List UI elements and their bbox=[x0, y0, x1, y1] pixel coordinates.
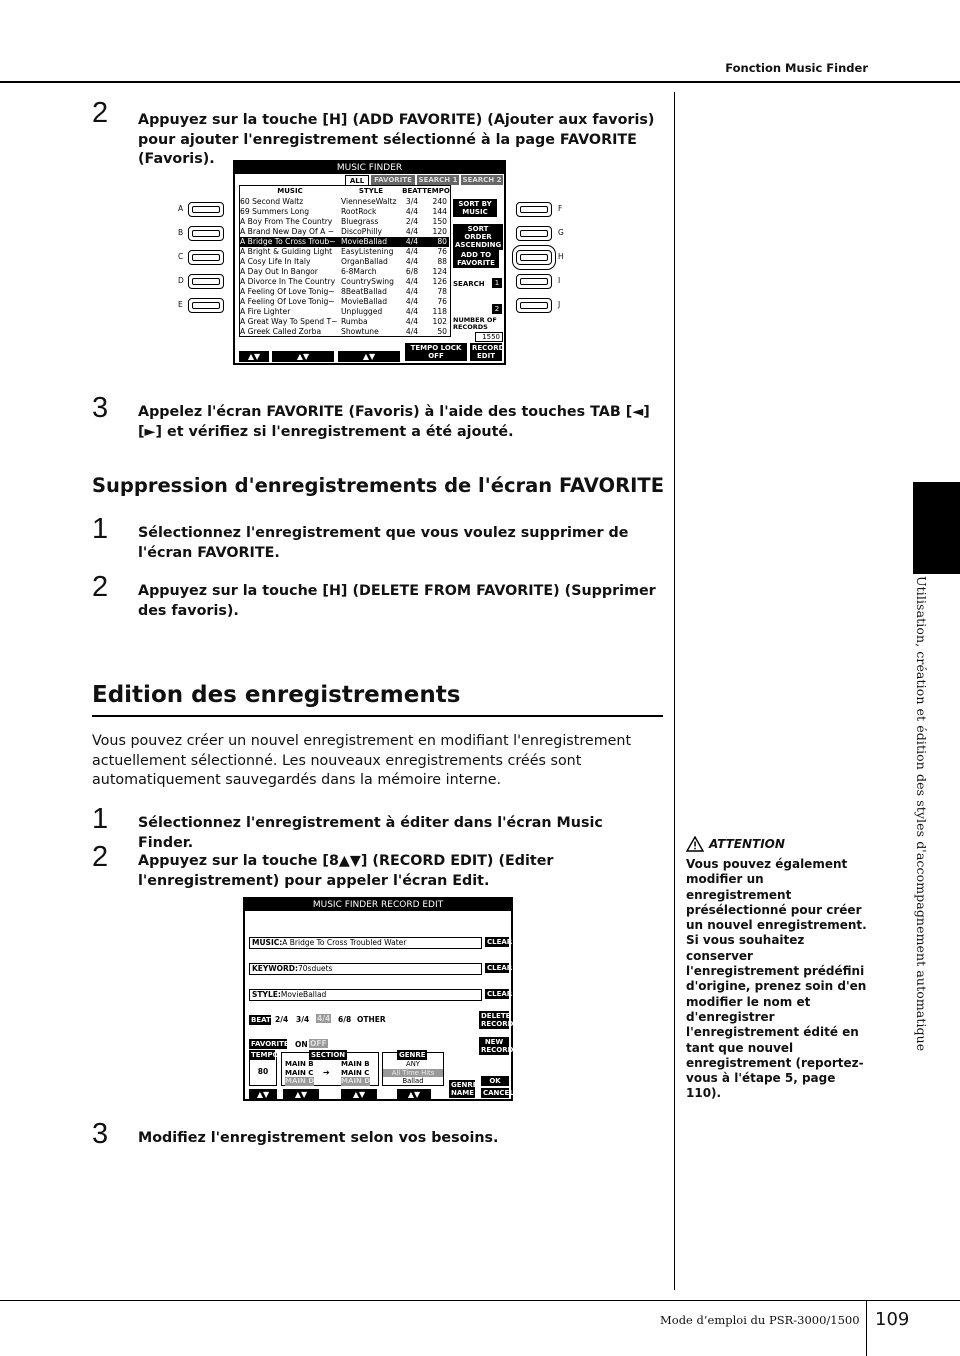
style-cell: RootRock bbox=[341, 207, 377, 216]
style-cell: MovieBallad bbox=[341, 297, 388, 306]
beat-cell: 4/4 bbox=[405, 307, 419, 316]
panel-label-c: C bbox=[178, 252, 184, 261]
style-cell: DiscoPhilly bbox=[341, 227, 382, 236]
genre-list[interactable] bbox=[383, 1060, 443, 1086]
section-from-list[interactable] bbox=[285, 1060, 314, 1086]
list-item[interactable] bbox=[239, 287, 449, 297]
footer-manual-title: Mode d’emploi du PSR-3000/1500 bbox=[660, 1313, 860, 1327]
cancel-button[interactable]: CANCEL bbox=[483, 1089, 514, 1097]
step-text: Modifiez l'enregistrement selon vos besoins. bbox=[138, 1130, 499, 1146]
style-cell: Bluegrass bbox=[341, 217, 379, 226]
tempo-cell: 240 bbox=[432, 197, 447, 206]
keyword-field-value: 70sduets bbox=[298, 964, 333, 973]
add-to-favorite-button[interactable]: ADD TO FAVORITE bbox=[453, 250, 499, 268]
panel-label-d: D bbox=[178, 276, 184, 285]
beat-label: BEAT bbox=[251, 1016, 271, 1024]
music-cell: A Feeling Of Love Tonig~ bbox=[240, 287, 335, 296]
section-from-item[interactable]: MAIN B bbox=[285, 1060, 314, 1068]
panel-label-f: F bbox=[558, 204, 563, 213]
record-edit-button[interactable]: RECORD EDIT bbox=[472, 344, 505, 360]
list-item[interactable] bbox=[239, 227, 449, 237]
section-to-item[interactable]: MAIN B bbox=[341, 1060, 370, 1068]
tempo-cell: 76 bbox=[437, 297, 447, 306]
step-number: 2 bbox=[92, 571, 109, 603]
step-text: Appuyez sur la touche [H] (DELETE FROM FAVORITE) (Supprimer des favoris). bbox=[138, 583, 656, 619]
section-label: SECTION bbox=[311, 1051, 346, 1059]
style-cell: Unplugged bbox=[341, 307, 383, 316]
keyword-field[interactable] bbox=[249, 963, 482, 975]
list-item[interactable] bbox=[239, 237, 449, 247]
column-beat: BEAT bbox=[402, 187, 422, 195]
button-b[interactable] bbox=[188, 226, 224, 241]
beat-cell: 4/4 bbox=[405, 257, 419, 266]
tempo-cell: 78 bbox=[437, 287, 447, 296]
music-cell: A Bridge To Cross Troub~ bbox=[240, 237, 336, 246]
style-field[interactable] bbox=[249, 989, 482, 1001]
footer-divider bbox=[866, 1300, 867, 1356]
beat-cell: 4/4 bbox=[405, 237, 419, 246]
tempo-cell: 144 bbox=[432, 207, 447, 216]
keyword-field-label: KEYWORD: bbox=[252, 964, 299, 973]
button-j[interactable] bbox=[516, 298, 552, 313]
tempo-label: TEMPO bbox=[251, 1051, 279, 1059]
genre-name-button[interactable]: GENRE NAME bbox=[451, 1081, 478, 1097]
tempo-cell: 118 bbox=[432, 307, 447, 316]
step-number: 3 bbox=[92, 392, 109, 424]
beat-cell: 4/4 bbox=[405, 247, 419, 256]
music-field-label: MUSIC: bbox=[252, 938, 283, 947]
step-number: 1 bbox=[92, 803, 109, 835]
music-cell: A Divorce In The Country bbox=[240, 277, 336, 286]
beat-cell: 4/4 bbox=[405, 297, 419, 306]
music-cell: 60 Second Waltz bbox=[240, 197, 304, 206]
new-record-button[interactable]: NEW RECORD bbox=[481, 1038, 514, 1054]
style-cell: 8BeatBallad bbox=[341, 287, 387, 296]
tempo-cell: 88 bbox=[437, 257, 447, 266]
music-cell: A Brand New Day Of A ~ bbox=[240, 227, 335, 236]
section-from-item[interactable]: MAIN C bbox=[285, 1068, 314, 1077]
panel-label-g: G bbox=[558, 228, 564, 237]
tempo-lock-button[interactable]: TEMPO LOCK OFF bbox=[405, 343, 467, 361]
music-finder-panel bbox=[176, 158, 576, 370]
record-edit-screen bbox=[243, 897, 513, 1101]
tab-search-1[interactable]: SEARCH 1 bbox=[418, 176, 458, 184]
beat-cell: 3/4 bbox=[405, 197, 419, 206]
sort-order-button[interactable]: SORT ORDER ASCENDING bbox=[455, 225, 502, 249]
footer-rule bbox=[0, 1300, 960, 1301]
screen-title: MUSIC FINDER RECORD EDIT bbox=[245, 899, 511, 911]
tempo-cell: 102 bbox=[432, 317, 447, 326]
column-style: STYLE bbox=[358, 187, 384, 195]
list-item[interactable] bbox=[239, 267, 449, 277]
list-item[interactable] bbox=[239, 317, 449, 327]
style-field-value: MovieBallad bbox=[280, 990, 327, 999]
genre-scroll-button[interactable]: ▲▼ bbox=[397, 1089, 431, 1100]
section-from-item[interactable]: MAIN D bbox=[285, 1077, 315, 1085]
genre-label: GENRE bbox=[399, 1051, 426, 1059]
list-item[interactable] bbox=[239, 327, 449, 337]
records-label: NUMBER OF RECORDS bbox=[453, 316, 497, 331]
step-text: Appuyez sur la touche [H] (ADD FAVORITE) (Ajouter aux favoris) pour ajouter l'enregistrement sélectionné à la page FAVORITE (Favoris). bbox=[138, 112, 655, 167]
list-item[interactable] bbox=[239, 277, 449, 287]
beat-cell: 4/4 bbox=[405, 317, 419, 326]
beat-3-4[interactable]: 3/4 bbox=[296, 1015, 310, 1024]
music-cell: A Feeling Of Love Tonig~ bbox=[240, 297, 335, 306]
button-i[interactable] bbox=[516, 274, 552, 289]
style-cell: MovieBallad bbox=[341, 237, 388, 246]
genre-item[interactable]: All Time Hits bbox=[383, 1069, 443, 1078]
style-cell: Rumba bbox=[341, 317, 368, 326]
music-cell: 69 Summers Long bbox=[240, 207, 310, 216]
section-to-item[interactable]: MAIN D bbox=[341, 1077, 371, 1085]
button-f[interactable] bbox=[516, 202, 552, 217]
tempo-cell: 120 bbox=[432, 227, 447, 236]
beat-cell: 4/4 bbox=[405, 287, 419, 296]
button-c[interactable] bbox=[188, 250, 224, 265]
section-to-scroll-button[interactable]: ▲▼ bbox=[341, 1089, 377, 1100]
section-from-scroll-button[interactable]: ▲▼ bbox=[283, 1089, 319, 1100]
beat-cell: 4/4 bbox=[405, 227, 419, 236]
beat-other[interactable]: OTHER bbox=[357, 1015, 386, 1024]
tempo-cell: 76 bbox=[437, 247, 447, 256]
clear-keyword-button[interactable]: CLEAR bbox=[487, 964, 513, 972]
step-text: Appuyez sur la touche [8▲▼] (RECORD EDIT) (Editer l'enregistrement) pour appeler l'écran Edit. bbox=[138, 853, 554, 889]
music-cell: A Day Out In Bangor bbox=[240, 267, 318, 276]
beat-cell: 4/4 bbox=[405, 207, 419, 216]
ok-button[interactable]: OK bbox=[481, 1076, 509, 1086]
beat-4-4[interactable]: 4/4 bbox=[317, 1014, 331, 1023]
tab-search-2[interactable]: SEARCH 2 bbox=[462, 176, 502, 184]
delete-record-button[interactable]: DELETE RECORD bbox=[481, 1012, 514, 1028]
music-cell: A Boy From The Country bbox=[240, 217, 333, 226]
step-number: 1 bbox=[92, 513, 109, 545]
step-number: 2 bbox=[92, 97, 109, 129]
chapter-tab bbox=[913, 482, 960, 574]
music-finder-screen bbox=[233, 160, 506, 365]
button-d[interactable] bbox=[188, 274, 224, 289]
section-to-list[interactable] bbox=[341, 1060, 370, 1086]
section-to-item[interactable]: MAIN C bbox=[341, 1068, 370, 1077]
clear-music-button[interactable]: CLEAR bbox=[487, 938, 513, 946]
button-e[interactable] bbox=[188, 298, 224, 313]
step-number: 3 bbox=[92, 1118, 109, 1150]
panel-label-a: A bbox=[178, 204, 184, 213]
tempo-cell: 50 bbox=[437, 327, 447, 336]
search-label: SEARCH bbox=[453, 280, 485, 288]
style-field-label: STYLE: bbox=[252, 990, 281, 999]
panel-label-i: I bbox=[558, 276, 561, 285]
header-rule bbox=[0, 81, 960, 83]
search-2-badge[interactable]: 2 bbox=[492, 304, 502, 314]
clear-style-button[interactable]: CLEAR bbox=[487, 990, 513, 998]
step-number: 2 bbox=[92, 841, 109, 873]
style-cell: VienneseWaltz bbox=[341, 197, 397, 206]
sort-by-button[interactable]: SORT BY MUSIC bbox=[453, 199, 497, 217]
list-item[interactable] bbox=[239, 257, 449, 267]
style-cell: Showtune bbox=[341, 327, 379, 336]
running-header: Fonction Music Finder bbox=[725, 61, 868, 75]
warning-icon bbox=[686, 836, 704, 852]
attention-title bbox=[686, 836, 785, 852]
column-music: MUSIC bbox=[277, 187, 303, 195]
step-text: Sélectionnez l'enregistrement à éditer dans l'écran Music Finder. bbox=[138, 815, 603, 851]
tab-all[interactable]: ALL bbox=[345, 175, 369, 185]
style-cell: CountrySwing bbox=[341, 277, 394, 286]
genre-item[interactable]: Ballad bbox=[402, 1077, 424, 1085]
screen-title: MUSIC FINDER bbox=[235, 162, 504, 174]
list-item[interactable] bbox=[239, 297, 449, 307]
style-cell: 6-8March bbox=[341, 267, 377, 276]
records-count: 1550 bbox=[475, 332, 503, 342]
tab-favorite[interactable]: FAVORITE bbox=[371, 175, 415, 185]
step-text: Sélectionnez l'enregistrement que vous voulez supprimer de l'écran FAVORITE. bbox=[138, 525, 629, 561]
beat-6-8[interactable]: 6/8 bbox=[338, 1015, 352, 1024]
panel-label-j: J bbox=[558, 300, 561, 309]
tempo-cell: 150 bbox=[432, 217, 447, 226]
music-page-button[interactable]: ▲▼ bbox=[272, 351, 334, 362]
style-page-button[interactable]: ▲▼ bbox=[338, 351, 400, 362]
section-rule bbox=[92, 715, 663, 717]
list-item[interactable] bbox=[239, 207, 449, 217]
beat-cell: 4/4 bbox=[405, 327, 419, 336]
section-title: Edition des enregistrements bbox=[92, 682, 461, 708]
arrow-icon: ➔ bbox=[323, 1068, 330, 1077]
beat-cell: 2/4 bbox=[405, 217, 419, 226]
beat-cell: 6/8 bbox=[405, 267, 419, 276]
button-g[interactable] bbox=[516, 226, 552, 241]
list-item[interactable] bbox=[239, 197, 449, 207]
chapter-label: Utilisation, création et édition des styles d'accompagnement automatique bbox=[914, 576, 929, 1052]
button-a[interactable] bbox=[188, 202, 224, 217]
tempo-cell: 124 bbox=[432, 267, 447, 276]
tempo-scroll-button[interactable]: ▲▼ bbox=[249, 1089, 277, 1100]
favorite-on[interactable]: ON bbox=[295, 1040, 308, 1049]
column-rule bbox=[674, 92, 675, 1290]
tempo-cell: 126 bbox=[432, 277, 447, 286]
style-cell: EasyListening bbox=[341, 247, 394, 256]
music-cell: A Great Way To Spend T~ bbox=[240, 317, 338, 326]
subsection-title: Suppression d'enregistrements de l'écran FAVORITE bbox=[92, 474, 665, 497]
attention-title-text: ATTENTION bbox=[709, 837, 785, 851]
panel-label-e: E bbox=[178, 300, 183, 309]
music-cell: A Bright & Guiding Light bbox=[240, 247, 333, 256]
search-1-badge[interactable]: 1 bbox=[492, 278, 502, 288]
genre-item[interactable]: ANY bbox=[406, 1060, 420, 1068]
column-tempo: TEMPO bbox=[422, 187, 450, 195]
favorite-off[interactable]: OFF bbox=[310, 1039, 327, 1048]
style-cell: OrganBallad bbox=[341, 257, 388, 266]
list-item[interactable] bbox=[239, 307, 449, 317]
beat-cell: 4/4 bbox=[405, 277, 419, 286]
page-number: 109 bbox=[875, 1309, 910, 1330]
music-cell: A Fire Lighter bbox=[240, 307, 291, 316]
list-item[interactable] bbox=[239, 247, 449, 257]
favorite-label: FAVORITE bbox=[251, 1040, 289, 1048]
button-h[interactable] bbox=[516, 250, 552, 265]
panel-label-h: H bbox=[558, 252, 564, 261]
music-cell: A Greek Called Zorba bbox=[240, 327, 322, 336]
music-cell: A Cosy Life In Italy bbox=[240, 257, 311, 266]
panel-label-b: B bbox=[178, 228, 184, 237]
music-field-value: A Bridge To Cross Troubled Water bbox=[282, 938, 407, 947]
music-field[interactable] bbox=[249, 937, 482, 949]
section-intro: Vous pouvez créer un nouvel enregistrement en modifiant l'enregistrement actuellement sélectionné. Les nouveaux enregistrements créés sont automatiquement sauvegardés dans la mémoire interne. bbox=[92, 733, 632, 788]
beat-2-4[interactable]: 2/4 bbox=[275, 1015, 289, 1024]
music-scroll-button[interactable]: ▲▼ bbox=[239, 351, 269, 362]
tempo-cell: 80 bbox=[437, 237, 447, 246]
attention-body: Vous pouvez également modifier un enregistrement présélectionné pour créer un nouvel enregistrement. Si vous souhaitez conserver l'enregistrement prédéfini d'origine, prenez soin d'en modifier le nom et d'enregistrer l'enregistrement édité en tant que nouvel enregistrement (reportez-vous à l'étape 5, page 110). bbox=[686, 857, 867, 1101]
list-item[interactable] bbox=[239, 217, 449, 227]
tempo-value: 80 bbox=[257, 1067, 269, 1076]
step-text: Appelez l'écran FAVORITE (Favoris) à l'aide des touches TAB [◄][►] et vérifiez si l'enregistrement a été ajouté. bbox=[138, 404, 650, 440]
